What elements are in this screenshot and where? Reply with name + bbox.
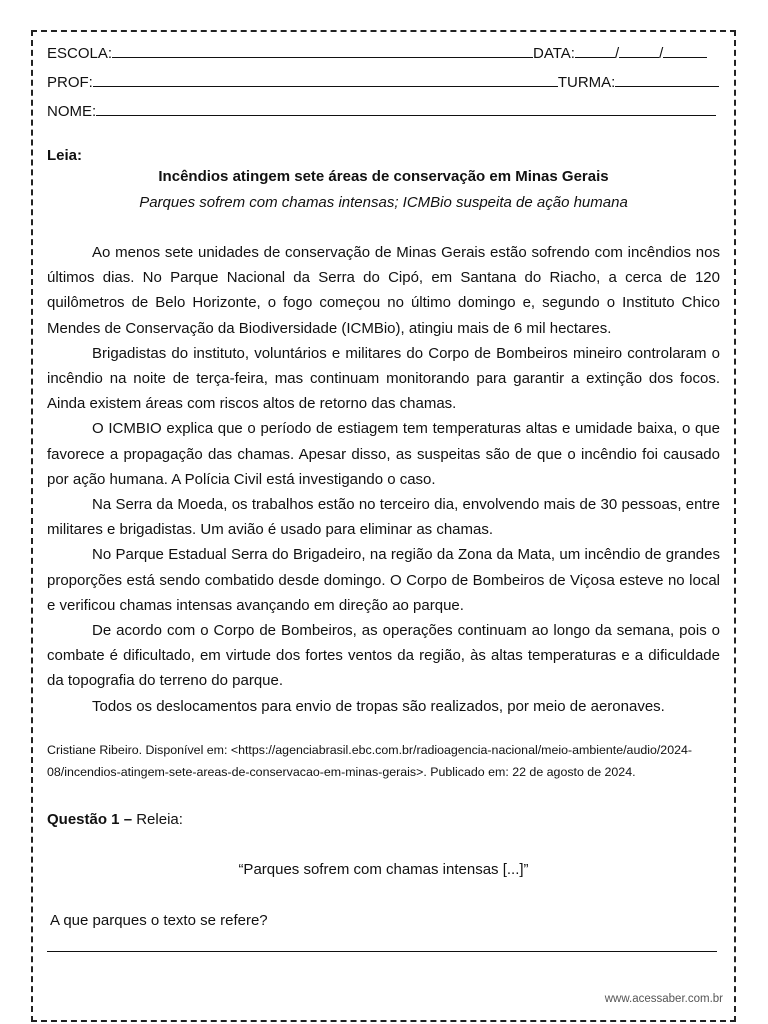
question-label: Questão 1 – — [47, 811, 133, 828]
month-blank[interactable] — [619, 43, 659, 58]
turma-blank[interactable] — [615, 72, 719, 87]
paragraph: Brigadistas do instituto, voluntários e militares do Corpo de Bombeiros mineiro controlaram o incêndio na noite de terça-feira, mas continuam monitorando para garantir a extinção dos focos. Ainda existem áreas com riscos altos de retorno das chamas. — [47, 344, 720, 413]
article-body — [47, 240, 720, 719]
nome-label: NOME: — [47, 103, 97, 120]
source-citation: Cristiane Ribeiro. Disponível em: <https://agenciabrasil.ebc.com.br/radioagencia-nacional/meio-ambiente/audio/2024-08/incendios-atingem-sete-areas-de-conservacao-em-minas-gerais>. Publicado em: 22 de agosto de 2024. — [47, 743, 693, 779]
turma-label: TURMA: — [557, 74, 616, 91]
question-instruction: Releia: — [132, 811, 183, 828]
escola-label: ESCOLA: — [47, 45, 113, 62]
paragraph: Todos os deslocamentos para envio de tropas são realizados, por meio de aeronaves. — [92, 697, 665, 715]
paragraph: No Parque Estadual Serra do Brigadeiro, na região da Zona da Mata, um incêndio de grandes proporções está sendo combatido desde domingo. O Corpo de Bombeiros de Viçosa esteve no local e verificou chamas intensas avançando em direção ao parque. — [47, 546, 720, 614]
read-instruction: Leia: — [47, 147, 83, 164]
footer-site: www.acessaber.com.br — [604, 993, 723, 1005]
prof-label: PROF: — [47, 74, 93, 91]
escola-blank[interactable] — [112, 43, 533, 58]
prof-blank[interactable] — [93, 72, 558, 87]
question-prompt: A que parques o texto se refere? — [50, 912, 268, 929]
paragraph: Na Serra da Moeda, os trabalhos estão no terceiro dia, envolvendo mais de 30 pessoas, entre militares e brigadistas. Um avião é usado para eliminar as chamas. — [47, 496, 720, 539]
paragraph: O ICMBIO explica que o período de estiagem tem temperaturas altas e umidade baixa, o que favorece a propagação das chamas. Apesar disso, as suspeitas são de que o incêndio foi causado por ação humana. A Polícia Civil está investigando o caso. — [47, 420, 720, 488]
date-separator: / — [659, 45, 664, 62]
paragraph: Ao menos sete unidades de conservação de Minas Gerais estão sofrendo com incêndios nos últimos dias. No Parque Nacional da Serra do Cipó, em Santana do Riacho, a cerca de 120 quilômetros de Belo Horizonte, o fogo começou no último domingo e, segundo o Instituto Chico Mendes de Conservação da Biodiversidade (ICMBio), atingiu mais de 6 mil hectares. — [47, 244, 720, 337]
answer-line[interactable] — [47, 951, 717, 952]
question-quote: “Parques sofrem com chamas intensas [...]” — [238, 861, 529, 878]
day-blank[interactable] — [575, 43, 615, 58]
paragraph: De acordo com o Corpo de Bombeiros, as operações continuam ao longo da semana, pois o combate é dificultado, em virtude dos fortes ventos da região, às altas temperaturas e a dificuldade da topografia do terreno do parque. — [47, 622, 720, 690]
nome-blank[interactable] — [96, 101, 716, 116]
question-heading — [47, 811, 183, 828]
data-label: DATA: — [533, 45, 575, 62]
date-separator: / — [614, 45, 620, 62]
article-subtitle: Parques sofrem com chamas intensas; ICMBio suspeita de ação humana — [139, 194, 628, 211]
article-title: Incêndios atingem sete áreas de conservação em Minas Gerais — [158, 168, 609, 185]
name-line — [47, 101, 716, 120]
teacher-line — [47, 72, 719, 91]
school-line — [47, 43, 707, 62]
year-blank[interactable] — [663, 43, 707, 58]
